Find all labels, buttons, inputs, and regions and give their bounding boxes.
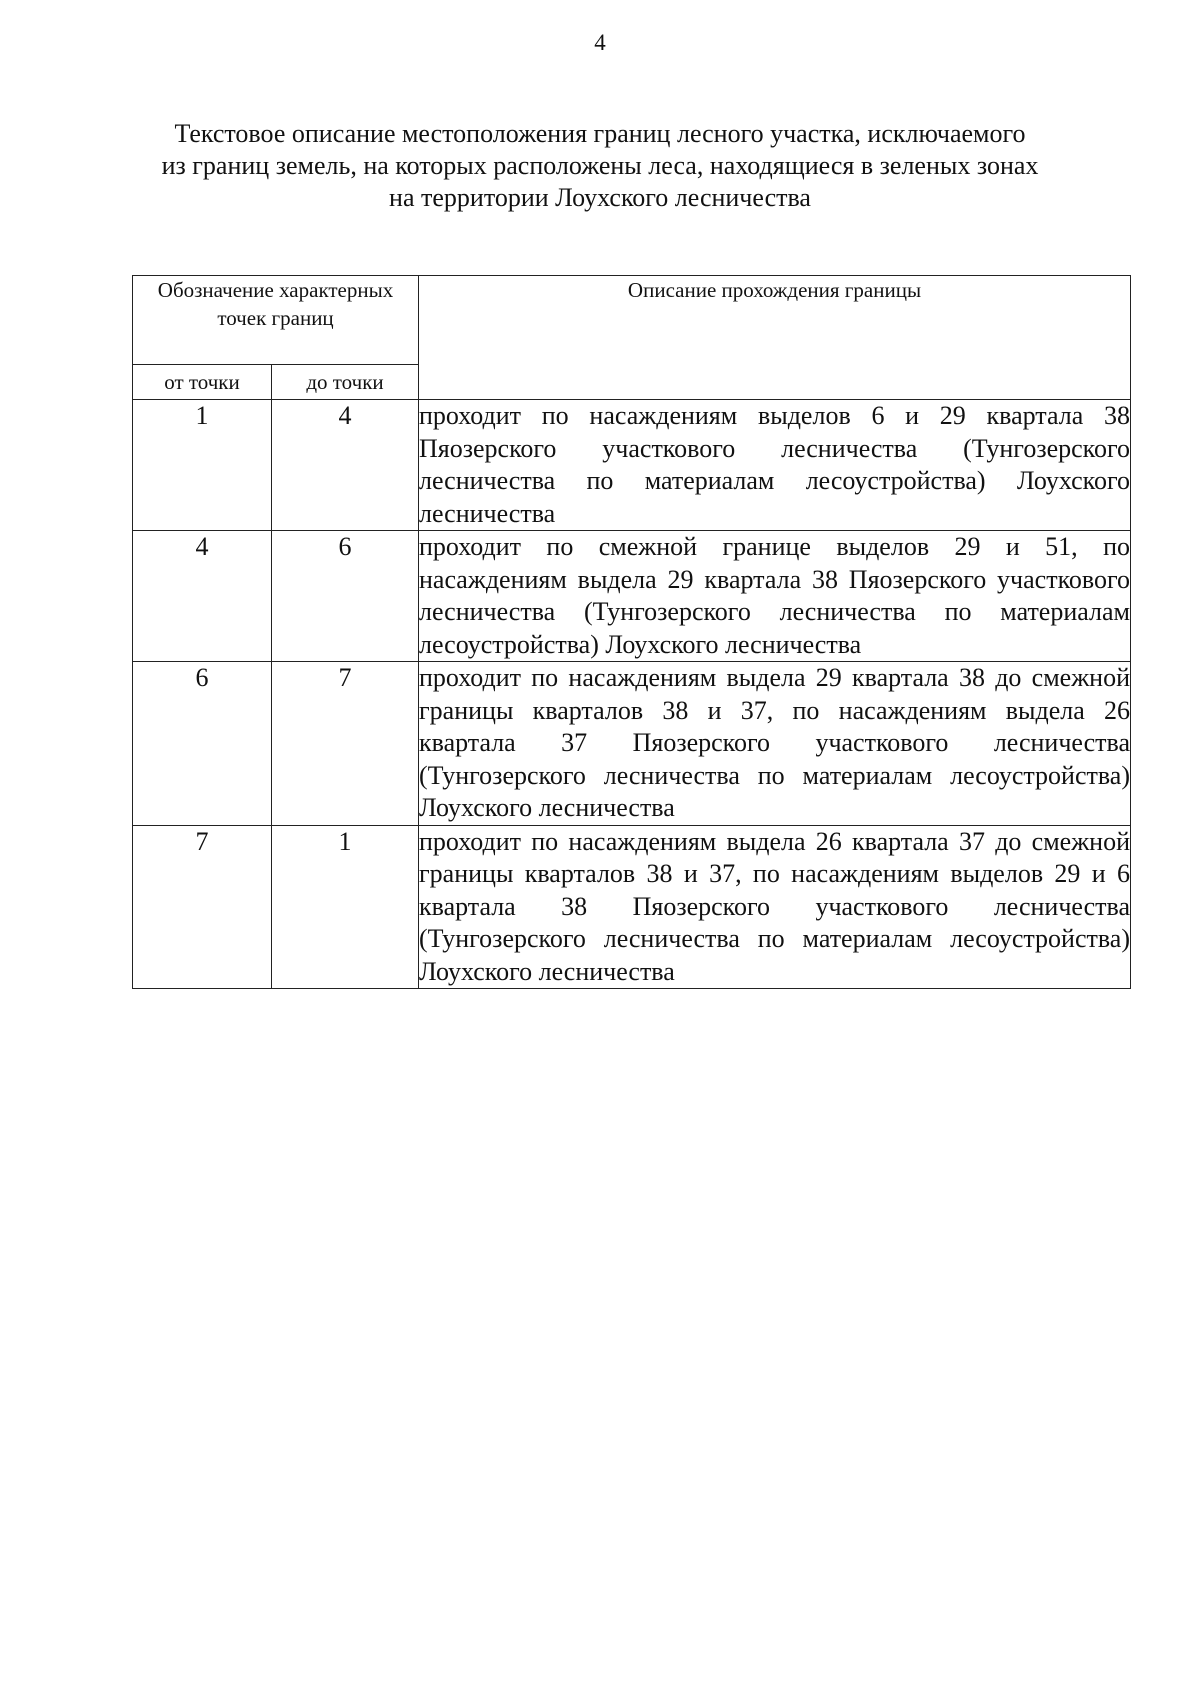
description-cell: проходит по насаждениям выделов 6 и 29 квартала 38 Пяозерского участкового лесничества (Тунгозерского лесничества по материалам лесоустройства) Лоухского лесничества [419,400,1131,531]
boundary-description-table [132,275,1131,989]
table-row [133,662,1131,826]
title-line: на территории Лоухского лесничества [389,183,811,212]
header-characteristic-points: Обозначение характерных точек границ [133,276,419,365]
title-line: Текстовое описание местоположения границ лесного участка, исключаемого [174,119,1026,148]
header-boundary-description: Описание прохождения границы [419,276,1131,400]
page-number: 4 [594,30,606,55]
from-point-cell: 4 [133,531,272,662]
from-point-cell: 1 [133,400,272,531]
description-cell: проходит по насаждениям выдела 26 квартала 37 до смежной границы кварталов 38 и 37, по насаждениям выделов 29 и 6 квартала 38 Пяозерского участкового лесничества (Тунгозерского лесничества по материалам лесоустройства) Лоухского лесничества [419,825,1131,989]
to-point-cell: 1 [272,825,419,989]
from-point-cell: 6 [133,662,272,826]
table-row [133,531,1131,662]
to-point-cell: 7 [272,662,419,826]
header-to-point: до точки [272,365,419,400]
table-row [133,400,1131,531]
description-cell: проходит по смежной границе выделов 29 и 51, по насаждениям выдела 29 квартала 38 Пяозерского участкового лесничества (Тунгозерского лесничества по материалам лесоустройства) Лоухского лесничества [419,531,1131,662]
description-cell: проходит по насаждениям выдела 29 квартала 38 до смежной границы кварталов 38 и 37, по насаждениям выдела 26 квартала 37 Пяозерского участкового лесничества (Тунгозерского лесничества по материалам лесоустройства) Лоухского лесничества [419,662,1131,826]
header-from-point: от точки [133,365,272,400]
to-point-cell: 6 [272,531,419,662]
to-point-cell: 4 [272,400,419,531]
document-title [100,118,1100,214]
table-row [133,825,1131,989]
title-line: из границ земель, на которых расположены леса, находящиеся в зеленых зонах [161,151,1039,180]
from-point-cell: 7 [133,825,272,989]
